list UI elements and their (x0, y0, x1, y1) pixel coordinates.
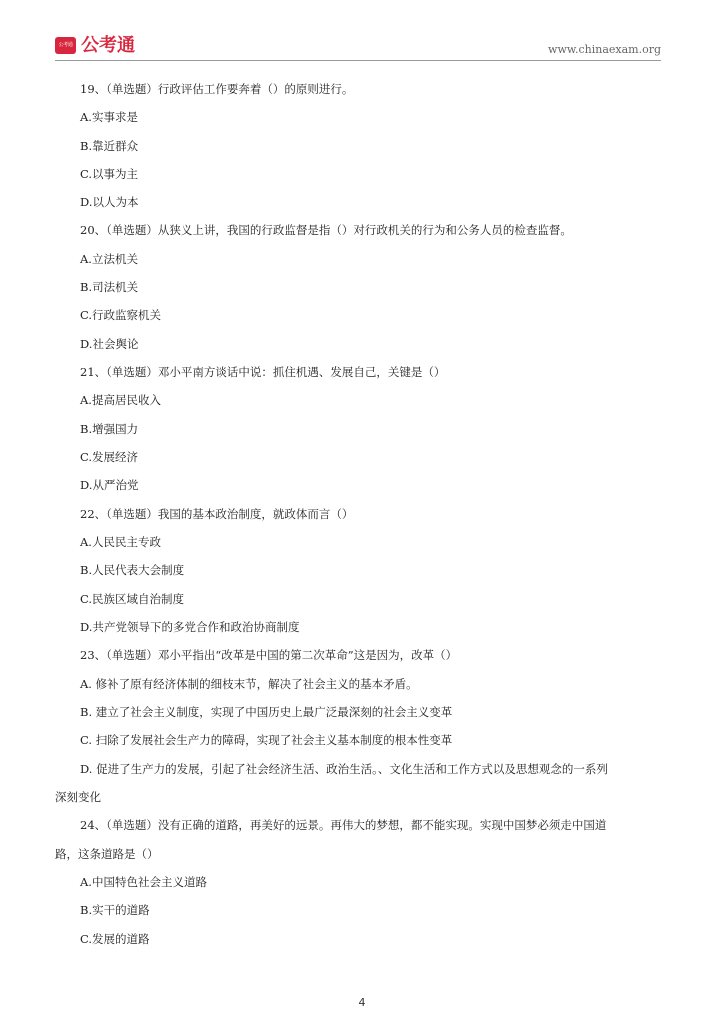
question-21: 21、（单选题）邓小平南方谈话中说：抓住机遇、发展自己，关键是（） (80, 365, 446, 379)
option-20-b: B.司法机关 (80, 280, 139, 294)
option-23-d-continued: 深刻变化 (55, 790, 101, 804)
option-23-d: D. 促进了生产力的发展，引起了社会经济生活、政治生活。、文化生活和工作方式以及思想观念的一系列 (80, 762, 608, 776)
option-21-b: B.增强国力 (80, 422, 139, 436)
option-24-a: A.中国特色社会主义道路 (80, 875, 207, 889)
option-19-a: A.实事求是 (80, 110, 138, 124)
question-23: 23、（单选题）邓小平指出“改革是中国的第二次革命”这是因为，改革（） (80, 648, 458, 662)
option-22-a: A.人民民主专政 (80, 535, 161, 549)
option-20-a: A.立法机关 (80, 252, 138, 266)
question-20: 20、（单选题）从狭义上讲，我国的行政监督是指（）对行政机关的行为和公务人员的检查监督。 (80, 223, 572, 237)
option-19-b: B.靠近群众 (80, 139, 139, 153)
option-24-b: B.实干的道路 (80, 903, 150, 917)
option-23-c: C. 扫除了发展社会生产力的障碍，实现了社会主义基本制度的根本性变革 (80, 733, 453, 747)
question-19: 19、（单选题）行政评估工作要奔着（）的原则进行。 (80, 82, 354, 96)
option-22-c: C.民族区域自治制度 (80, 592, 185, 606)
option-20-d: D.社会舆论 (80, 337, 139, 351)
option-23-a: A. 修补了原有经济体制的细枝末节，解决了社会主义的基本矛盾。 (80, 677, 418, 691)
option-19-c: C.以事为主 (80, 167, 139, 181)
option-22-d: D.共产党领导下的多党合作和政治协商制度 (80, 620, 300, 634)
header-divider (55, 60, 661, 61)
logo-badge-icon: 公考通 (55, 37, 76, 54)
option-21-d: D.从严治党 (80, 478, 139, 492)
question-22: 22、（单选题）我国的基本政治制度，就政体而言（） (80, 507, 354, 521)
option-21-a: A.提高居民收入 (80, 393, 161, 407)
question-24: 24、（单选题）没有正确的道路，再美好的远景。再伟大的梦想，都不能实现。实现中国梦必须走中国道 (80, 818, 607, 832)
option-21-c: C.发展经济 (80, 450, 139, 464)
page-number: 4 (358, 996, 366, 1009)
option-20-c: C.行政监察机关 (80, 308, 162, 322)
option-24-c: C.发展的道路 (80, 932, 150, 946)
option-23-b: B. 建立了社会主义制度，实现了中国历史上最广泛最深刻的社会主义变革 (80, 705, 453, 719)
option-19-d: D.以人为本 (80, 195, 139, 209)
logo-text: 公考通 (81, 35, 135, 56)
site-url: www.chinaexam.org (548, 43, 661, 56)
page-header (55, 34, 661, 60)
question-24-continued: 路，这条道路是（） (55, 847, 159, 861)
option-22-b: B.人民代表大会制度 (80, 563, 185, 577)
